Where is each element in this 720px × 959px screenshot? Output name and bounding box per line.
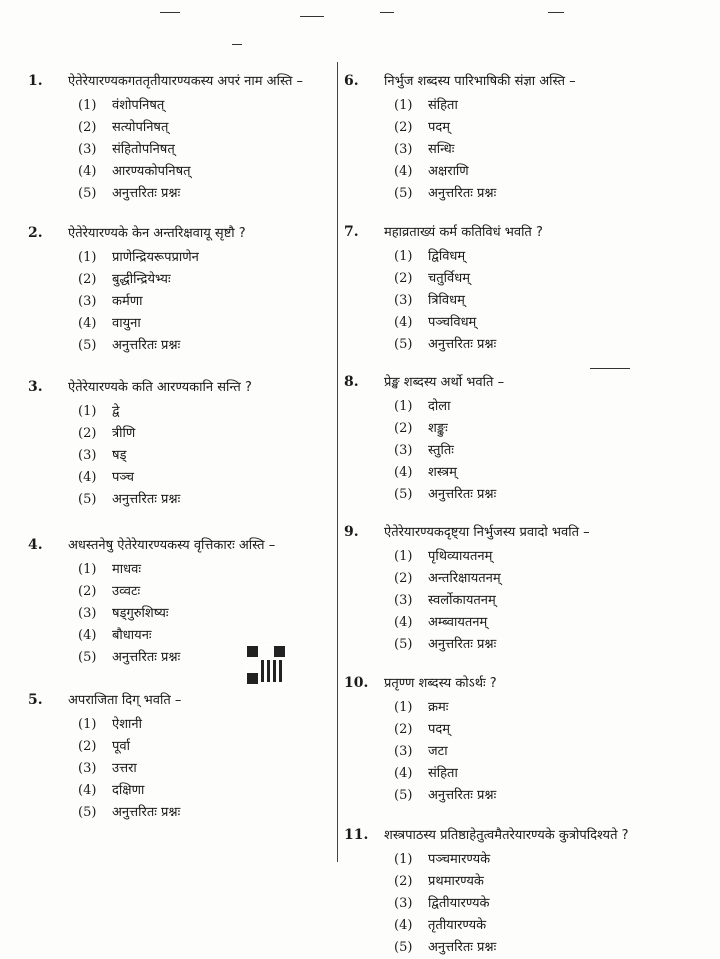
option-number: (3) — [78, 761, 97, 776]
option-number: (4) — [78, 783, 97, 798]
option-text: कर्मणा — [112, 294, 143, 309]
option-number: (5) — [78, 186, 97, 201]
option-4[interactable] — [394, 763, 704, 785]
option-3[interactable] — [78, 139, 328, 161]
right-column — [344, 72, 704, 959]
option-number: (4) — [394, 918, 413, 933]
question-number: 7. — [344, 224, 359, 240]
option-1[interactable] — [78, 559, 328, 581]
option-2[interactable] — [78, 736, 328, 758]
option-5[interactable] — [78, 489, 328, 511]
option-number: (1) — [394, 98, 413, 113]
option-number: (3) — [394, 443, 413, 458]
option-text: अक्षराणि — [428, 164, 469, 179]
option-text: तृतीयारण्यके — [428, 918, 487, 933]
question-number: 4. — [28, 537, 43, 553]
option-number: (5) — [78, 650, 97, 665]
option-4[interactable] — [78, 625, 328, 647]
question-number: 6. — [344, 73, 359, 89]
column-divider — [337, 62, 338, 862]
option-text: स्तुतिः — [428, 443, 454, 458]
option-number: (5) — [394, 940, 413, 955]
option-text: पञ्च — [112, 470, 134, 485]
option-3[interactable] — [78, 291, 328, 313]
option-number: (4) — [78, 628, 97, 643]
option-text: पञ्चविधम् — [428, 315, 477, 330]
option-4[interactable] — [394, 161, 704, 183]
option-3[interactable] — [394, 893, 704, 915]
option-number: (2) — [394, 874, 413, 889]
option-text: अम्ब्वायतनम् — [428, 615, 488, 630]
option-2[interactable] — [394, 871, 704, 893]
question-8 — [344, 373, 704, 506]
option-number: (5) — [394, 637, 413, 652]
option-1[interactable] — [78, 714, 328, 736]
option-1[interactable] — [394, 849, 704, 871]
question-2 — [28, 224, 328, 357]
option-2[interactable] — [394, 418, 704, 440]
option-text: उव्वटः — [112, 584, 141, 599]
question-text: महाव्रताख्यं कर्म कतिविधं भवति ? — [384, 225, 543, 240]
option-text: सत्योपनिषत् — [112, 120, 169, 135]
question-text: प्रेङ्ख शब्दस्य अर्थो भवति – — [384, 375, 505, 390]
option-1[interactable] — [78, 401, 328, 423]
option-5[interactable] — [394, 634, 704, 656]
option-text: द्वे — [112, 404, 120, 419]
option-text: अनुत्तरितः प्रश्नः — [428, 337, 497, 352]
option-number: (1) — [394, 549, 413, 564]
option-list — [344, 546, 704, 656]
option-number: (2) — [394, 571, 413, 586]
option-number: (4) — [394, 615, 413, 630]
option-4[interactable] — [78, 313, 328, 335]
option-text: अनुत्तरितः प्रश्नः — [112, 338, 181, 353]
option-number: (3) — [78, 294, 97, 309]
scan-speck — [232, 44, 242, 45]
option-text: अनुत्तरितः प्रश्नः — [428, 487, 497, 502]
option-1[interactable] — [394, 546, 704, 568]
option-text: माधवः — [112, 562, 141, 577]
option-text: पदम् — [428, 722, 451, 737]
option-text: संहिता — [428, 766, 458, 781]
option-5[interactable] — [78, 802, 328, 824]
scan-speck — [300, 16, 324, 17]
option-text: त्रीणि — [112, 426, 136, 441]
option-1[interactable] — [78, 247, 328, 269]
option-number: (5) — [394, 337, 413, 352]
option-2[interactable] — [78, 581, 328, 603]
option-number: (4) — [394, 465, 413, 480]
question-text: ऐतेरेयारण्यके कति आरण्यकानि सन्ति ? — [68, 380, 252, 395]
question-10 — [344, 674, 704, 807]
question-number: 5. — [28, 692, 43, 708]
option-4[interactable] — [78, 780, 328, 802]
option-list — [344, 849, 704, 959]
option-text: पञ्चमारण्यके — [428, 852, 491, 867]
question-11 — [344, 826, 704, 959]
option-3[interactable] — [394, 741, 704, 763]
option-3[interactable] — [394, 139, 704, 161]
question-3 — [28, 378, 328, 511]
option-4[interactable] — [78, 161, 328, 183]
option-number: (1) — [78, 562, 97, 577]
option-text: प्रथमारण्यके — [428, 874, 484, 889]
option-text: चतुर्विधम् — [428, 271, 471, 286]
option-5[interactable] — [394, 937, 704, 959]
option-list — [28, 714, 328, 824]
question-number: 8. — [344, 374, 359, 390]
option-number: (5) — [78, 338, 97, 353]
option-text: बुद्धीन्द्रियेभ्यः — [112, 272, 171, 287]
option-number: (1) — [78, 250, 97, 265]
question-text: निर्भुज शब्दस्य पारिभाषिकी संज्ञा अस्ति – — [384, 74, 576, 89]
option-1[interactable] — [394, 396, 704, 418]
option-text: प्राणेन्द्रियरूपप्राणेन — [112, 250, 199, 265]
option-5[interactable] — [78, 183, 328, 205]
option-list — [28, 95, 328, 205]
option-text: अनुत्तरितः प्रश्नः — [428, 788, 497, 803]
option-3[interactable] — [394, 290, 704, 312]
option-text: पृथिव्यायतनम् — [428, 549, 493, 564]
option-text: वंशोपनिषत् — [112, 98, 165, 113]
question-1 — [28, 72, 328, 205]
question-6 — [344, 72, 704, 205]
option-number: (3) — [78, 448, 97, 463]
option-number: (2) — [394, 722, 413, 737]
option-1[interactable] — [394, 697, 704, 719]
option-number: (5) — [394, 788, 413, 803]
option-text: अनुत्तरितः प्रश्नः — [112, 492, 181, 507]
option-number: (4) — [78, 316, 97, 331]
option-number: (1) — [394, 399, 413, 414]
option-3[interactable] — [394, 440, 704, 462]
option-2[interactable] — [394, 117, 704, 139]
option-list — [28, 401, 328, 511]
option-1[interactable] — [394, 95, 704, 117]
option-text: संहिता — [428, 98, 458, 113]
option-3[interactable] — [78, 603, 328, 625]
question-number: 9. — [344, 524, 359, 540]
option-number: (5) — [78, 492, 97, 507]
option-4[interactable] — [394, 612, 704, 634]
scan-speck — [160, 12, 180, 13]
option-text: आरण्यकोपनिषत् — [112, 164, 191, 179]
option-text: दक्षिणा — [112, 783, 145, 798]
question-text: ऐतेरेयारण्यकदृष्ट्या निर्भुजस्य प्रवादो भवति – — [384, 525, 590, 540]
option-text: अनुत्तरितः प्रश्नः — [428, 637, 497, 652]
option-2[interactable] — [394, 568, 704, 590]
option-2[interactable] — [78, 269, 328, 291]
question-number: 1. — [28, 73, 43, 89]
option-number: (1) — [394, 700, 413, 715]
option-text: द्विविधम् — [428, 249, 466, 264]
option-3[interactable] — [394, 590, 704, 612]
option-text: दोला — [428, 399, 451, 414]
option-number: (5) — [394, 186, 413, 201]
option-text: पूर्वा — [112, 739, 130, 754]
option-number: (2) — [78, 120, 97, 135]
option-number: (3) — [394, 293, 413, 308]
option-number: (3) — [78, 142, 97, 157]
option-number: (2) — [394, 120, 413, 135]
option-list — [28, 247, 328, 357]
option-text: अन्तरिक्षायतनम् — [428, 571, 501, 586]
option-number: (2) — [394, 421, 413, 436]
option-2[interactable] — [394, 719, 704, 741]
option-number: (3) — [394, 142, 413, 157]
question-text: शस्त्रपाठस्य प्रतिष्ठाहेतुत्वमैतरेयारण्यके कुत्रोपदिश्यते ? — [384, 828, 629, 843]
option-4[interactable] — [394, 915, 704, 937]
question-9 — [344, 523, 704, 656]
option-text: जटा — [428, 744, 448, 759]
option-number: (2) — [78, 739, 97, 754]
option-text: शस्त्रम् — [428, 465, 457, 480]
option-text: स्वर्लोकायतनम् — [428, 593, 496, 608]
option-2[interactable] — [394, 268, 704, 290]
option-text: बौधायनः — [112, 628, 152, 643]
question-text: अधस्तनेषु ऐतेरेयारण्यकस्य वृत्तिकारः अस्ति – — [68, 538, 276, 553]
option-number: (2) — [78, 426, 97, 441]
option-number: (2) — [78, 272, 97, 287]
option-number: (1) — [78, 404, 97, 419]
option-number: (5) — [78, 805, 97, 820]
option-3[interactable] — [78, 758, 328, 780]
option-number: (4) — [394, 164, 413, 179]
option-text: षड्गुरुशिष्यः — [112, 606, 169, 621]
option-number: (1) — [394, 852, 413, 867]
option-number: (1) — [78, 98, 97, 113]
option-text: अनुत्तरितः प्रश्नः — [428, 186, 497, 201]
option-5[interactable] — [394, 334, 704, 356]
option-list — [344, 396, 704, 506]
option-4[interactable] — [394, 312, 704, 334]
option-text: पदम् — [428, 120, 451, 135]
option-2[interactable] — [78, 423, 328, 445]
option-5[interactable] — [394, 484, 704, 506]
option-text: शङ्कुः — [428, 421, 448, 436]
option-number: (3) — [394, 744, 413, 759]
option-text: अनुत्तरितः प्रश्नः — [112, 650, 181, 665]
option-1[interactable] — [394, 246, 704, 268]
scan-speck — [380, 12, 394, 13]
option-number: (3) — [394, 593, 413, 608]
option-list — [344, 697, 704, 807]
question-number: 11. — [344, 827, 369, 843]
question-text: ऐतेरेयारण्यकगततृतीयारण्यकस्य अपरं नाम अस्ति – — [68, 74, 304, 89]
option-number: (2) — [78, 584, 97, 599]
question-text: प्रतृण्ण शब्दस्य कोऽर्थः ? — [384, 676, 497, 691]
option-5[interactable] — [394, 183, 704, 205]
scan-speck — [548, 12, 564, 13]
option-text: द्वितीयारण्यके — [428, 896, 490, 911]
option-2[interactable] — [78, 117, 328, 139]
option-number: (2) — [394, 271, 413, 286]
question-text: अपराजिता दिग् भवति – — [68, 693, 182, 708]
option-4[interactable] — [394, 462, 704, 484]
option-text: त्रिविधम् — [428, 293, 465, 308]
option-text: षड् — [112, 448, 127, 463]
option-text: अनुत्तरितः प्रश्नः — [428, 940, 497, 955]
option-text: क्रमः — [428, 700, 449, 715]
option-4[interactable] — [78, 467, 328, 489]
option-5[interactable] — [78, 335, 328, 357]
option-text: सन्धिः — [428, 142, 455, 157]
option-text: अनुत्तरितः प्रश्नः — [112, 805, 181, 820]
option-3[interactable] — [78, 445, 328, 467]
option-text: वायुना — [112, 316, 141, 331]
option-number: (4) — [78, 470, 97, 485]
question-5 — [28, 691, 328, 824]
left-column — [28, 72, 328, 824]
option-number: (4) — [78, 164, 97, 179]
option-list — [344, 95, 704, 205]
option-number: (5) — [394, 487, 413, 502]
question-number: 3. — [28, 379, 43, 395]
option-number: (3) — [394, 896, 413, 911]
option-number: (1) — [78, 717, 97, 732]
option-text: अनुत्तरितः प्रश्नः — [112, 186, 181, 201]
option-5[interactable] — [78, 647, 328, 669]
option-5[interactable] — [394, 785, 704, 807]
option-list — [344, 246, 704, 356]
option-text: ऐशानी — [112, 717, 142, 732]
option-1[interactable] — [78, 95, 328, 117]
option-number: (4) — [394, 766, 413, 781]
question-number: 10. — [344, 675, 369, 691]
option-text: उत्तरा — [112, 761, 137, 776]
option-text: संहितोपनिषत् — [112, 142, 175, 157]
option-number: (4) — [394, 315, 413, 330]
question-number: 2. — [28, 225, 43, 241]
question-7 — [344, 223, 704, 356]
option-number: (1) — [394, 249, 413, 264]
question-text: ऐतेरेयारण्यके केन अन्तरिक्षवायू सृष्टौ ? — [68, 226, 246, 241]
option-number: (3) — [78, 606, 97, 621]
qr-code-icon — [246, 645, 286, 685]
